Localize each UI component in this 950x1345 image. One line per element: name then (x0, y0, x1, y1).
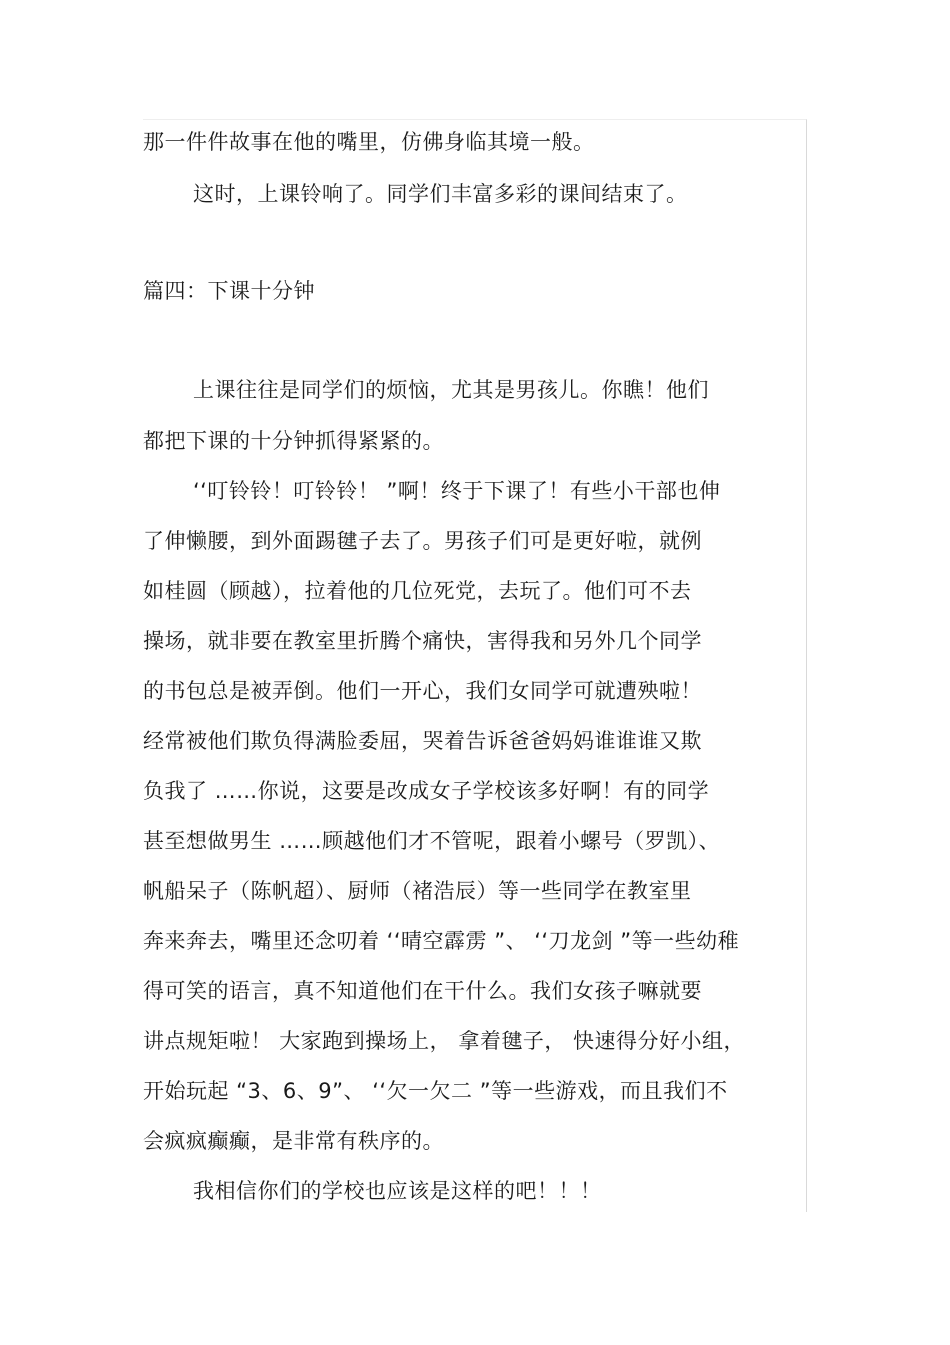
paragraph-line: 得可笑的语言，真不知道他们在干什么。我们女孩子嘛就要 (143, 979, 702, 1003)
paragraph-line: 会疯疯癫癫，是非常有秩序的。 (143, 1129, 444, 1153)
paragraph-line: 经常被他们欺负得满脸委屈，哭着告诉爸爸妈妈谁谁谁又欺 (143, 729, 702, 753)
paragraph-line: ‘‘叮铃铃！叮铃铃！ ”啊！终于下课了！有些小干部也伸 (193, 479, 721, 503)
paragraph-line: 了伸懒腰，到外面踢毽子去了。男孩子们可是更好啦，就例 (143, 529, 702, 553)
paragraph-line: 上课往往是同学们的烦恼，尤其是男孩儿。你瞧！他们 (193, 378, 709, 402)
paragraph-line: 操场，就非要在教室里折腾个痛快，害得我和另外几个同学 (143, 629, 702, 653)
paragraph-line: 这时，上课铃响了。同学们丰富多彩的课间结束了。 (193, 182, 688, 206)
paragraph-line: 负我了 ……你说，这要是改成女子学校该多好啊！有的同学 (143, 779, 710, 803)
paragraph-line: 的书包总是被弄倒。他们一开心，我们女同学可就遭殃啦！ (143, 679, 702, 703)
paragraph-line: 甚至想做男生 ……顾越他们才不管呢，跟着小螺号（罗凯）、 (143, 829, 721, 853)
section-heading: 篇四：下课十分钟 (143, 279, 315, 303)
paragraph-line: 如桂圆（顾越），拉着他的几位死党，去玩了。他们可不去 (143, 579, 692, 603)
paragraph-line: 讲点规矩啦！ 大家跑到操场上， 拿着毽子， 快速得分好小组， (143, 1029, 746, 1053)
paragraph-line: 都把下课的十分钟抓得紧紧的。 (143, 429, 444, 453)
paragraph-line: 开始玩起 “3、6、9”、 ‘‘欠一欠二 ”等一些游戏，而且我们不 (143, 1079, 728, 1103)
paragraph-line: 奔来奔去，嘴里还念叨着 ‘‘晴空霹雳 ”、 ‘‘刀龙剑 ”等一些幼稚 (143, 929, 740, 953)
paragraph-line: 我相信你们的学校也应该是这样的吧！！！ (193, 1179, 602, 1203)
paragraph-line: 帆船呆子（陈帆超）、厨师（褚浩辰）等一些同学在教室里 (143, 879, 692, 903)
paragraph-line: 那一件件故事在他的嘴里，仿佛身临其境一般。 (143, 130, 595, 154)
